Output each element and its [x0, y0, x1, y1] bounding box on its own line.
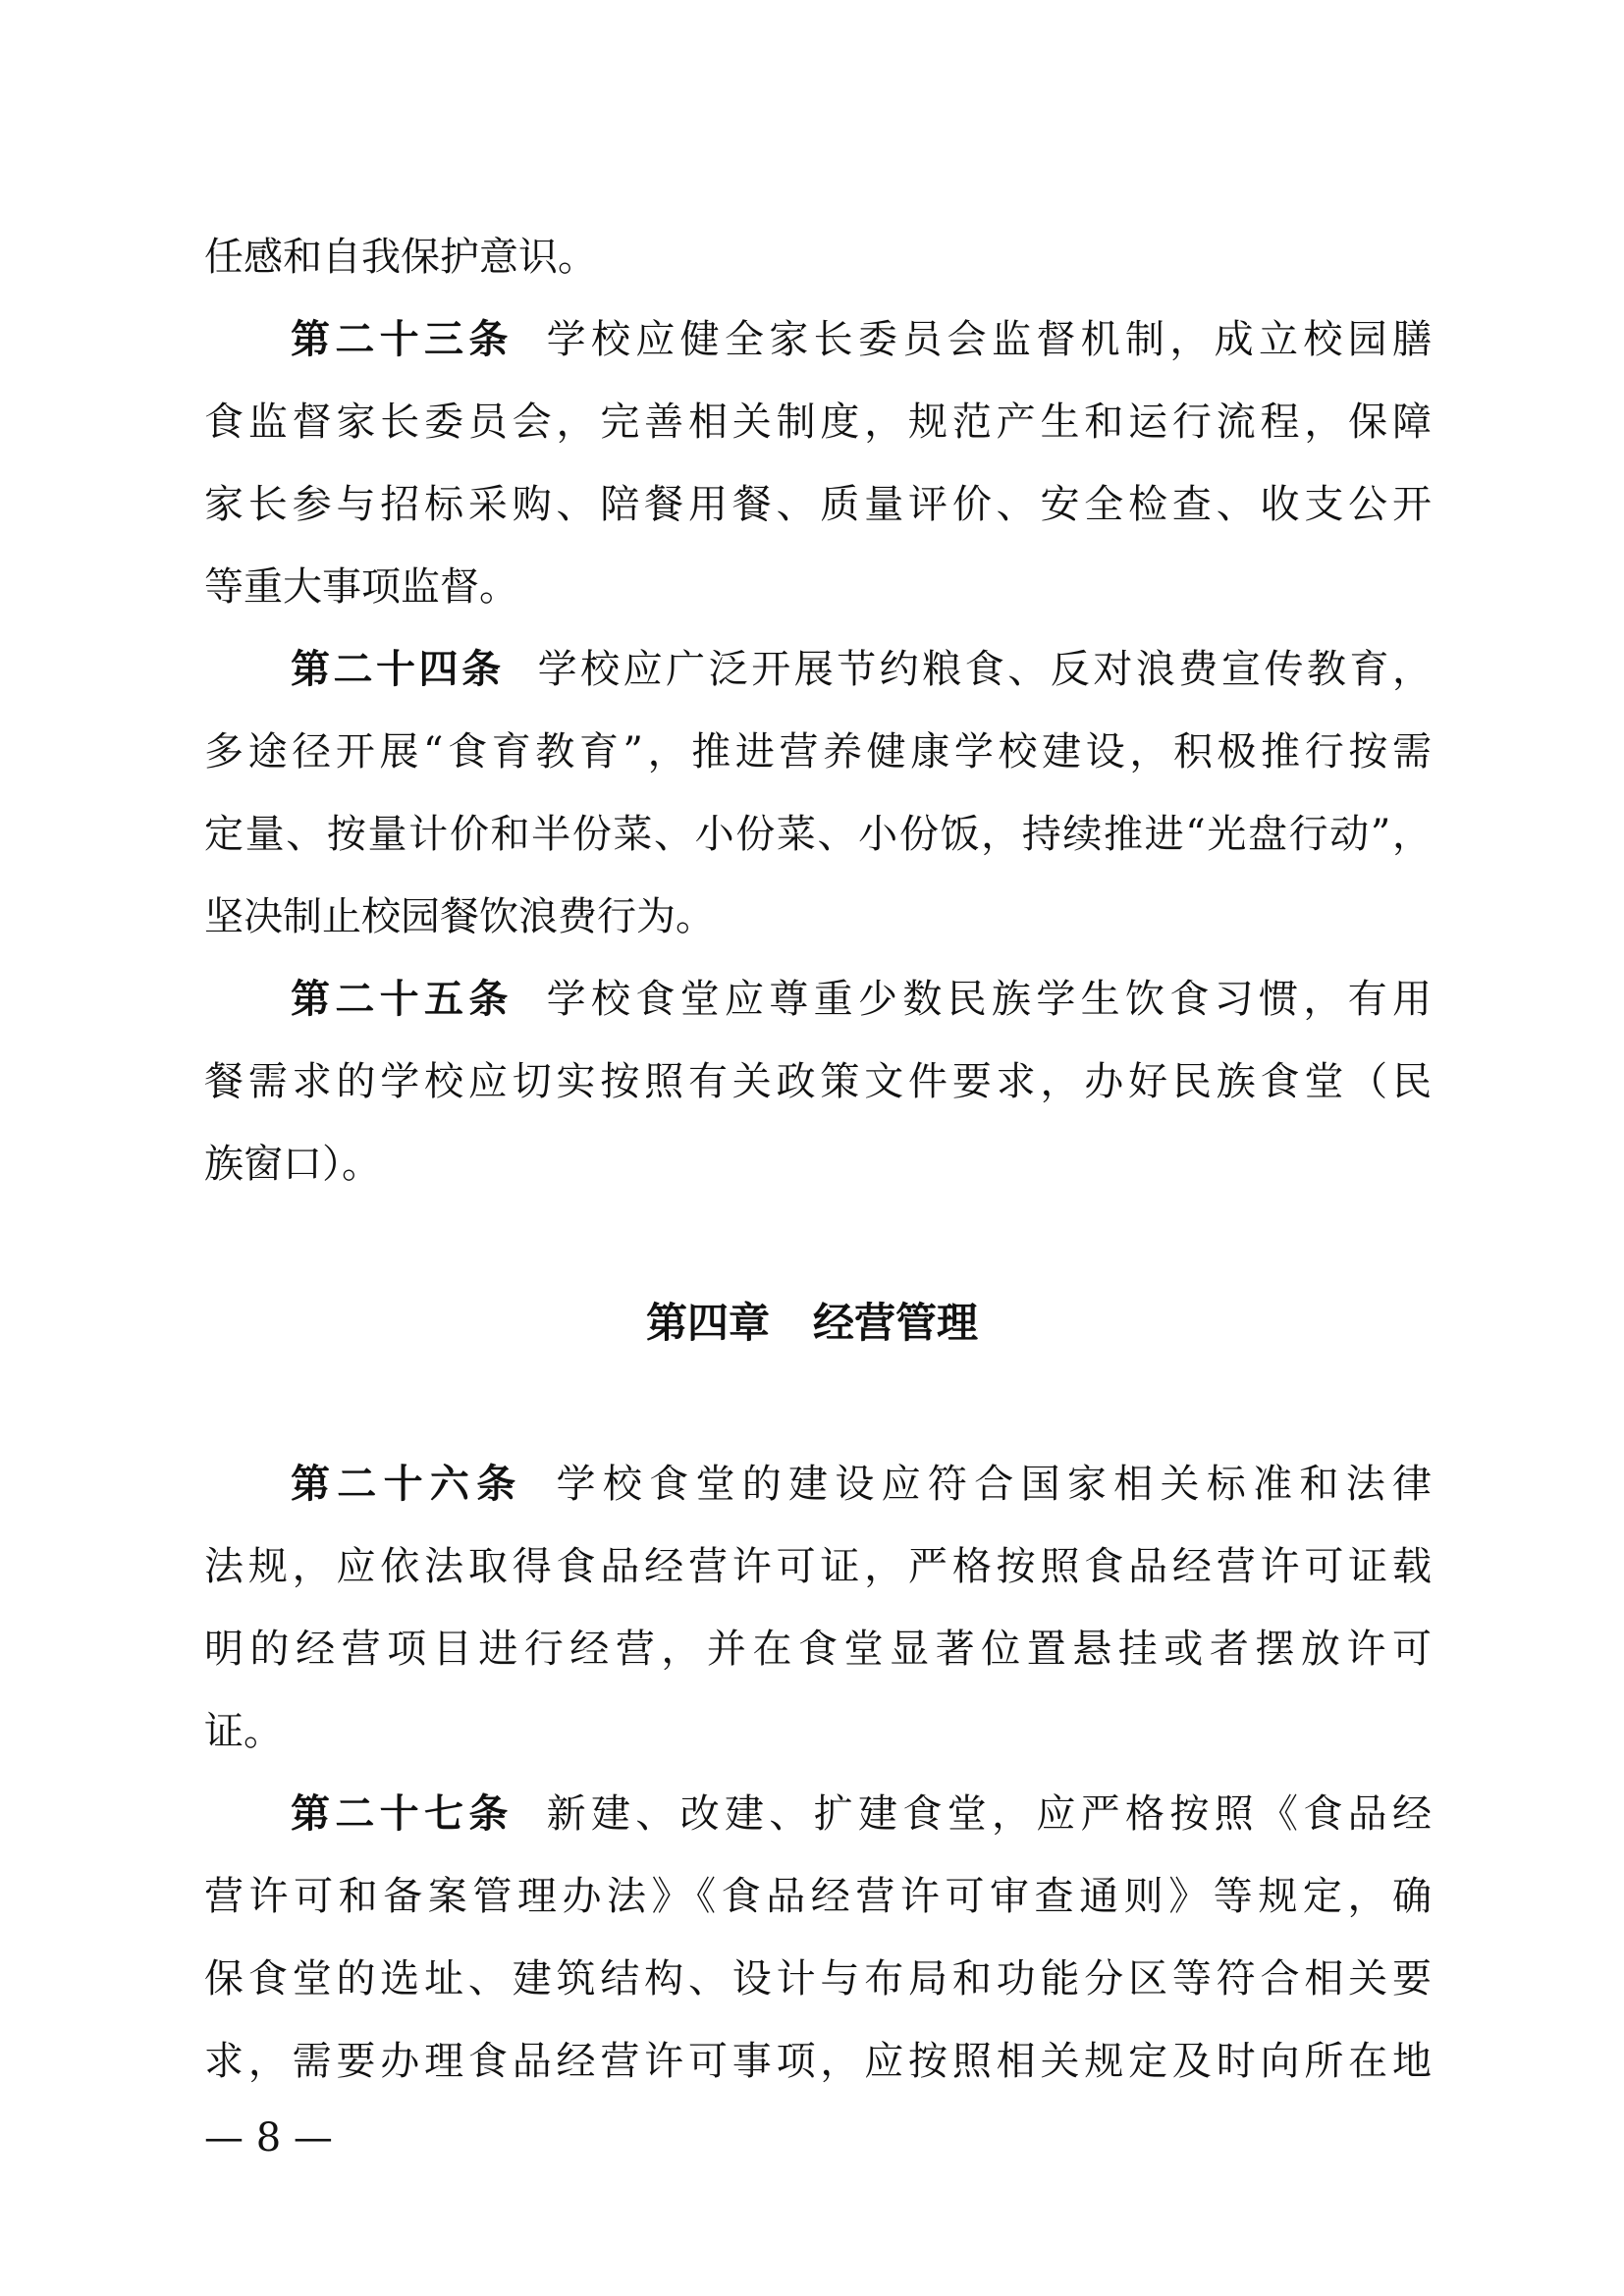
article-23-label: 第二十三条: [291, 317, 514, 362]
article-24-label: 第二十四条: [291, 647, 505, 692]
text-line: 新建、改建、扩建食堂，应严格按照《食品经: [546, 1791, 1432, 1837]
chapter-title: 经营管理: [813, 1299, 979, 1347]
text-line: 证。: [204, 1709, 283, 1754]
article-26-label: 第二十六条: [291, 1462, 523, 1507]
text-line: 家长参与招标采购、陪餐用餐、质量评价、安全检查、收支公开: [204, 482, 1432, 527]
page-number: — 8 —: [204, 2115, 333, 2161]
text-line: 法规，应依法取得食品经营许可证，严格按照食品经营许可证载: [204, 1544, 1432, 1589]
text-line: 多途径开展“食育教育”，推进营养健康学校建设，积极推行按需: [204, 729, 1432, 774]
text-line: 求，需要办理食品经营许可事项，应按照相关规定及时向所在地: [204, 2039, 1432, 2084]
text-line: 学校食堂的建设应符合国家相关标准和法律: [556, 1462, 1432, 1507]
text-line: 定量、按量计价和半份菜、小份菜、小份饭，持续推进“光盘行动”，: [204, 812, 1432, 857]
article-27-label: 第二十七条: [291, 1791, 514, 1837]
text-line: 坚决制止校园餐饮浪费行为。: [204, 894, 715, 939]
chapter-heading: [0, 1296, 1624, 1351]
article-27-first-line: [291, 1787, 1432, 1842]
text-line: 明的经营项目进行经营，并在食堂显著位置悬挂或者摆放许可: [204, 1627, 1432, 1672]
article-25-first-line: [291, 972, 1432, 1027]
text-line: 学校食堂应尊重少数民族学生饮食习惯，有用: [546, 977, 1432, 1022]
article-24-first-line: [291, 642, 1432, 697]
text-line: 族窗口）。: [204, 1142, 381, 1187]
article-23-first-line: [291, 312, 1432, 367]
text-line: 营许可和备案管理办法》《食品经营许可审查通则》等规定，确: [204, 1874, 1432, 1919]
article-25-label: 第二十五条: [291, 977, 514, 1022]
text-line: 食监督家长委员会，完善相关制度，规范产生和运行流程，保障: [204, 400, 1432, 445]
text-line: 学校应健全家长委员会监督机制，成立校园膳: [546, 317, 1432, 362]
text-line: 学校应广泛开展节约粮食、反对浪费宣传教育，: [537, 647, 1432, 692]
chapter-number: 第四章: [645, 1299, 770, 1347]
text-line: 餐需求的学校应切实按照有关政策文件要求，办好民族食堂（民: [204, 1059, 1432, 1104]
text-line: 等重大事项监督。: [204, 564, 518, 610]
text-line: 任感和自我保护意识。: [204, 235, 597, 280]
text-line: 保食堂的选址、建筑结构、设计与布局和功能分区等符合相关要: [204, 1956, 1432, 2002]
article-26-first-line: [291, 1457, 1432, 1512]
